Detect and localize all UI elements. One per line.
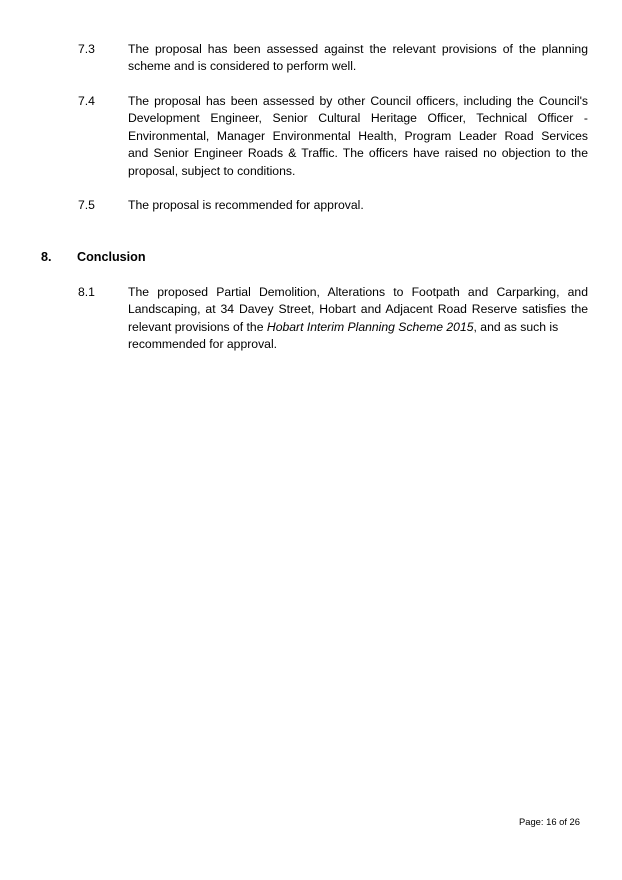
paragraph-line: Environmental, Manager Environmental Health, Program Leader Road Services — [128, 128, 588, 143]
section-title: Conclusion — [77, 250, 146, 264]
paragraph-8-1 — [78, 284, 588, 354]
paragraph-line: scheme and is considered to perform well. — [128, 59, 357, 74]
paragraph-line: and Senior Engineer Roads & Traffic. The officers have raised no objection to the — [128, 146, 588, 161]
paragraph-number: 8.1 — [78, 285, 95, 299]
paragraph-7-4 — [78, 93, 588, 180]
paragraph-line: Development Engineer, Senior Cultural Heritage Officer, Technical Officer - — [128, 111, 588, 126]
paragraph-line: recommended for approval. — [128, 337, 278, 352]
paragraph-7-3 — [78, 41, 588, 76]
paragraph-number: 7.5 — [78, 198, 95, 212]
text-run: , and as such is — [473, 319, 559, 334]
paragraph-line: The proposal is recommended for approval. — [128, 198, 364, 212]
paragraph-number: 7.4 — [78, 94, 95, 108]
section-number: 8. — [41, 250, 52, 264]
paragraph-line: Landscaping, at 34 Davey Street, Hobart and Adjacent Road Reserve satisfies the — [128, 302, 588, 317]
paragraph-line: The proposed Partial Demolition, Alterations to Footpath and Carparking, and — [128, 285, 588, 299]
text-run: relevant provisions of the — [128, 319, 267, 334]
paragraph-line-with-reference — [128, 319, 588, 336]
paragraph-number: 7.3 — [78, 42, 95, 56]
paragraph-7-5 — [78, 197, 588, 214]
page-number-footer: Page: 16 of 26 — [519, 816, 580, 827]
paragraph-line: The proposal has been assessed against the relevant provisions of the planning — [128, 42, 588, 56]
planning-scheme-title: Hobart Interim Planning Scheme 2015 — [266, 319, 474, 334]
paragraph-line: The proposal has been assessed by other Council officers, including the Council's — [128, 94, 588, 108]
paragraph-line: proposal, subject to conditions. — [128, 163, 296, 178]
